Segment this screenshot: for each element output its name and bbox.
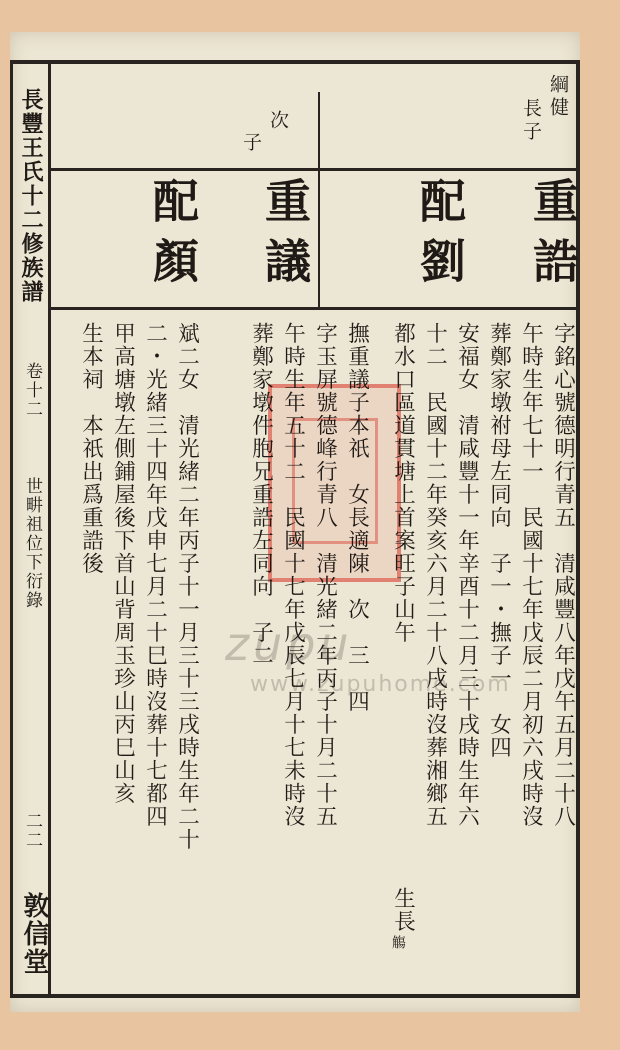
name-chonggao: 重誥 — [526, 177, 580, 297]
body-column-10: 葬鄭家墩件胞兄重誥左同向 子二 — [248, 322, 274, 667]
body-column-12: 二・光緒三十四年戊申七月二十巳時沒葬十七都四 — [142, 322, 168, 828]
book-title: 長豐王氏十二修族譜 — [18, 88, 44, 304]
frame-bottom-rule — [10, 994, 580, 998]
header-eldest-son: 長子 — [520, 98, 542, 144]
header-father-name: 綱健 — [547, 74, 569, 120]
header-bottom-rule — [51, 168, 576, 171]
body-column-3: 葬鄭家墩祔母左同向 子一・撫子一 女四 — [486, 322, 512, 759]
header-second-char: 次 — [267, 110, 289, 133]
header-second-char-2: 子 — [240, 132, 262, 155]
body-column-5: 十二 民國十二年癸亥六月二十八戌時沒葬湘鄉五 — [422, 322, 448, 828]
body-column-6: 都水口區道貫塘上首案旺子山午 — [390, 322, 416, 644]
body-column-1: 字銘心號德明行青五 清咸豐八年戊午五月二十八 — [550, 322, 576, 828]
name-chongyi: 重議 — [258, 177, 312, 297]
names-bottom-rule — [51, 307, 576, 310]
frame-left-rule — [48, 60, 51, 998]
body-column-8: 字玉屏號德峰行青八 清光緒二年丙子十月二十五 — [312, 322, 338, 828]
frame-left-edge — [10, 60, 13, 998]
body-column-6-tail: 生長 — [390, 887, 416, 933]
watermark-logo: zupu — [225, 617, 353, 671]
spouse-yan: 配顏 — [146, 177, 200, 297]
genealogy-page — [10, 32, 580, 1012]
hall-name: 敦信堂 — [19, 892, 49, 976]
spouse-liu: 配劉 — [413, 177, 467, 297]
section-label: 世畊祖位下衍錄 — [22, 477, 42, 610]
body-column-9: 午時生年五十二 民國十七年戊辰七月十七未時沒 — [280, 322, 306, 828]
frame-top-rule — [10, 60, 580, 64]
body-column-14: 生本祠 本祇出爲重誥後 — [78, 322, 104, 575]
body-column-7: 撫重議子本祇 女長適陳 次 三 四 — [344, 322, 370, 713]
watermark-url: www.zupuhome.com — [250, 672, 511, 697]
name-divider-rule — [318, 92, 320, 307]
page-number: 二二 — [22, 812, 42, 850]
body-column-4: 安福女 清咸豐十一年辛酉十二月三十戌時生年六 — [454, 322, 480, 828]
body-column-2: 午時生年七十一 民國十七年戊辰二月初六戌時沒 — [518, 322, 544, 828]
body-column-6-note: 觴 — [390, 935, 406, 949]
body-column-11: 斌二女 清光緒二年丙子十一月三十三戌時生年二十 — [174, 322, 200, 851]
body-column-13: 甲高塘墩左側鋪屋後下首山背周玉珍山丙巳山亥 — [110, 322, 136, 805]
volume-label: 卷十二 — [22, 362, 42, 419]
